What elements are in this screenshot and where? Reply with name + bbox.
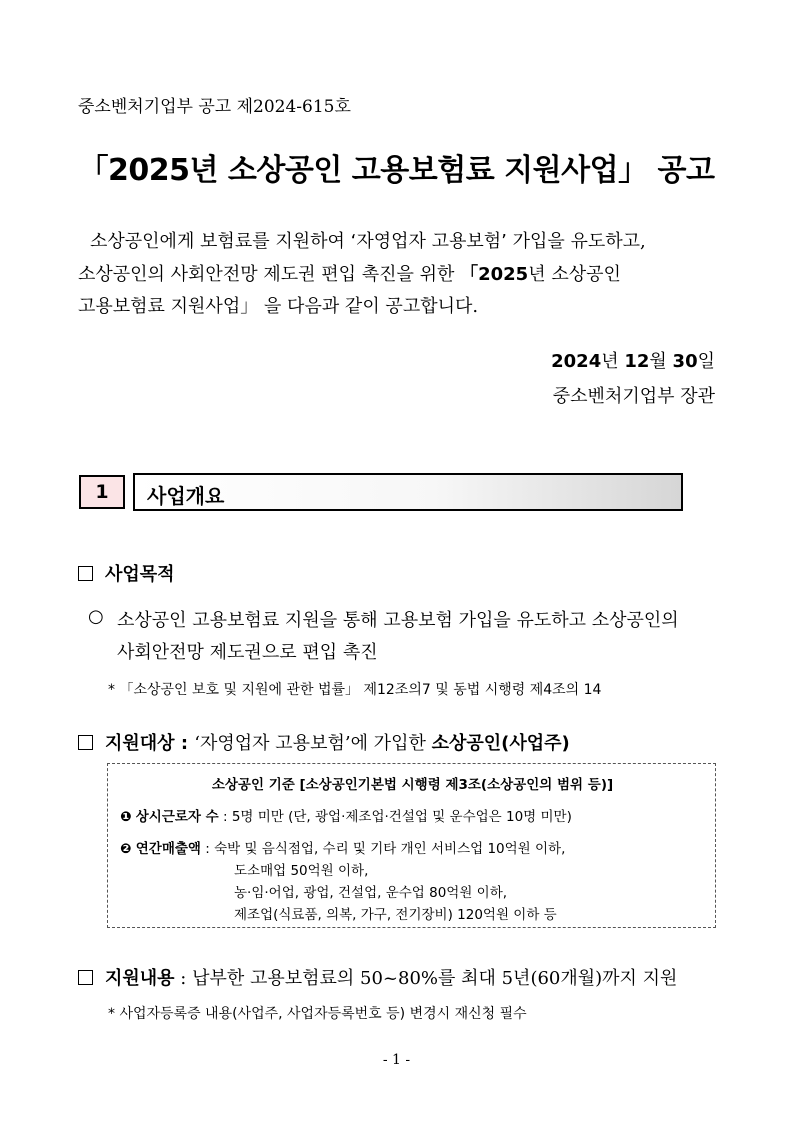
intro-line-1 [90, 227, 646, 253]
target-colon: : [174, 733, 195, 754]
notice-number: 중소벤처기업부 공고 제2024-615호 [78, 97, 351, 117]
criteria-item-2-label: 연간매출액 [135, 841, 201, 857]
date-day: 30 [672, 351, 698, 372]
issuer: 중소벤처기업부 장관 [552, 386, 715, 407]
criteria-title: 소상공인 기준 [소상공인기본법 시행령 제3조(소상공인의 범위 등)] [211, 777, 614, 793]
criteria-item-2-text: : 숙박 및 음식점업, 수리 및 기타 개인 서비스업 10억원 이하, [200, 841, 566, 857]
content-heading-text: 지원내용 [105, 968, 175, 989]
criteria-item-1 [120, 805, 572, 825]
intro-program-name: 고용보험료 지원사업」 [78, 296, 259, 317]
content-text: : 납부한 고용보험료의 50~80%를 최대 5년(60개월)까지 지원 [174, 968, 678, 989]
purpose-heading-text: 사업목적 [105, 564, 175, 585]
date-month-unit: 월 [649, 351, 673, 372]
intro-quoted-term: ‘자영업자 고용보험’ [350, 231, 507, 252]
section-header [133, 473, 683, 511]
checkbox-icon [78, 970, 93, 985]
section-title: 사업개요 [147, 484, 225, 508]
checkbox-icon [78, 566, 93, 581]
intro-text: 소상공인의 사회안전망 제도권 편입 촉진을 위한 [78, 264, 461, 285]
date-year: 2024 [551, 351, 602, 372]
number-2-icon: ❷ [120, 841, 132, 857]
purpose-heading [78, 560, 175, 586]
target-text: ‘자영업자 고용보험’에 가입한 [194, 733, 432, 754]
intro-text: 소상공인에게 보험료를 지원하여 [90, 231, 351, 252]
purpose-line-1: 소상공인 고용보험료 지원을 통해 고용보험 가입을 유도하고 소상공인의 [117, 610, 679, 631]
intro-line-3 [78, 292, 478, 318]
content-note: * 사업자등록증 내용(사업주, 사업자등록번호 등) 변경시 재신청 필수 [108, 1006, 527, 1022]
criteria-item-1-text: : 5명 미만 (단, 광업·제조업·건설업 및 운수업은 10명 미만) [218, 809, 572, 825]
criteria-item-2-line-2: 도소매업 50억원 이하, [234, 863, 369, 879]
section-number: 1 [79, 475, 125, 509]
page-number: - 1 - [382, 1052, 411, 1068]
target-emphasis: 소상공인(사업주) [431, 733, 570, 754]
intro-text: 년 소상공인 [528, 264, 621, 285]
checkbox-icon [78, 735, 93, 750]
target-heading-text: 지원대상 [105, 733, 175, 754]
date-day-unit: 일 [697, 351, 715, 372]
target-heading [78, 729, 570, 755]
criteria-item-2-line-3: 농·임·어업, 광업, 건설업, 운수업 80억원 이하, [234, 885, 508, 901]
intro-program-name: 「2025 [460, 264, 529, 285]
criteria-box [107, 763, 716, 928]
content-heading [78, 964, 677, 990]
page-title: 「2025년 소상공인 고용보험료 지원사업」 공고 [78, 153, 715, 188]
criteria-item-2 [120, 837, 565, 857]
date-month: 12 [624, 351, 650, 372]
number-1-icon: ❶ [120, 809, 132, 825]
criteria-item-1-label: 상시근로자 수 [135, 809, 219, 825]
announcement-date [551, 347, 715, 373]
purpose-line-2: 사회안전망 제도권으로 편입 촉진 [117, 642, 378, 663]
intro-text: 을 다음과 같이 공고합니다. [258, 296, 479, 317]
intro-line-2 [78, 260, 621, 286]
purpose-legal-note: * 「소상공인 보호 및 지원에 관한 법률」 제12조의7 및 동법 시행령 제4조의 14 [108, 682, 602, 698]
date-year-unit: 년 [601, 351, 625, 372]
intro-text: 가입을 유도하고, [506, 231, 646, 252]
purpose-bullet: ○ [88, 606, 104, 627]
criteria-item-2-line-4: 제조업(식료품, 의복, 가구, 전기장비) 120억원 이하 등 [234, 907, 557, 923]
